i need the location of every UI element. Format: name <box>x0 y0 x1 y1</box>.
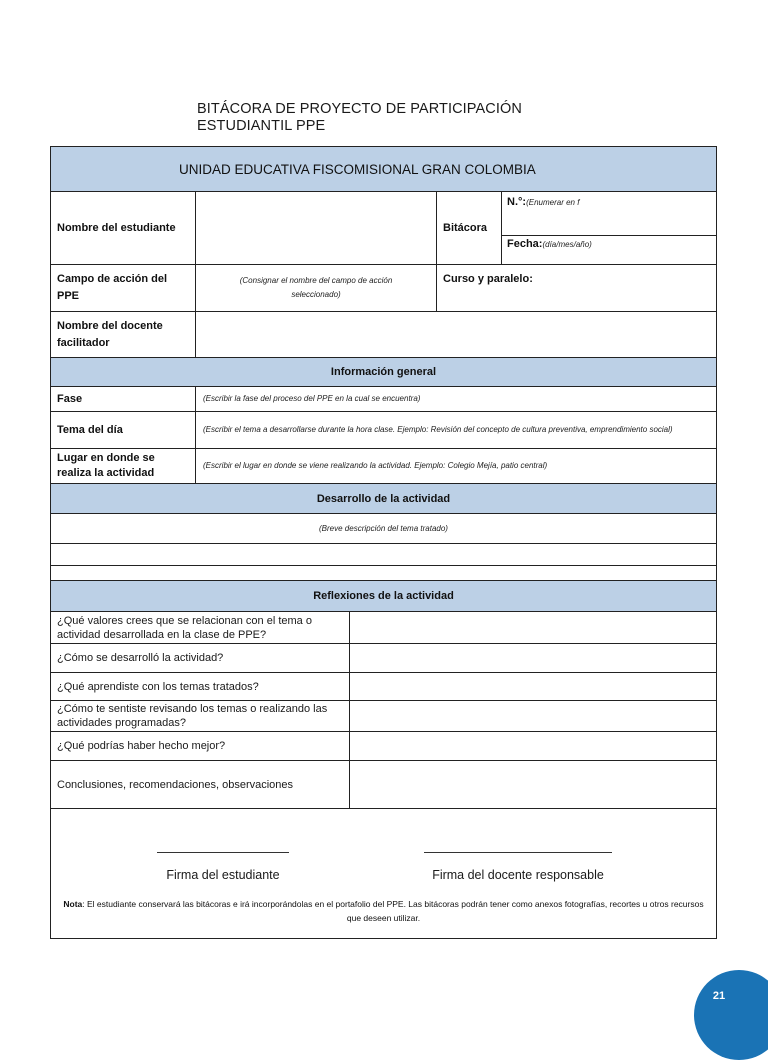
phase-label: Fase <box>57 392 83 405</box>
development-heading: Desarrollo de la actividad <box>316 492 451 505</box>
student-name-label-cell <box>50 191 196 265</box>
reflection-question: ¿Cómo se desarrolló la actividad? <box>57 652 224 664</box>
title-line-1: BITÁCORA DE PROYECTO DE PARTICIPACIÓN <box>197 101 522 117</box>
course-label: Curso y paralelo: <box>443 273 533 285</box>
note-label: Nota <box>63 899 83 909</box>
title-line-2: ESTUDIANTIL PPE <box>197 118 326 134</box>
reflection-answer-conclusions[interactable] <box>349 760 717 809</box>
reflection-answer-feelings[interactable] <box>349 700 717 732</box>
topic-label: Tema del día <box>57 423 123 436</box>
general-info-header <box>50 357 717 387</box>
topic-field[interactable] <box>195 411 717 449</box>
reflection-question-how <box>50 643 350 673</box>
page-number-badge <box>694 970 768 1060</box>
teacher-signature-line[interactable] <box>424 852 612 853</box>
student-name-label: Nombre del estudiante <box>57 221 176 234</box>
development-line-1[interactable] <box>50 543 717 566</box>
topic-label-cell <box>50 411 196 449</box>
student-signature-line[interactable] <box>157 852 289 853</box>
reflection-question-improve <box>50 731 350 761</box>
bitacora-label-cell <box>436 191 502 265</box>
footnote <box>60 897 707 925</box>
date-label: Fecha: <box>507 238 543 250</box>
reflection-question-feelings <box>50 700 350 732</box>
development-hint: (Breve descripción del tema tratado) <box>319 523 448 533</box>
reflection-question: ¿Qué podrías haber hecho mejor? <box>57 740 226 752</box>
teacher-label: Nombre del docente facilitador <box>57 319 163 349</box>
teacher-label-cell <box>50 311 196 358</box>
number-label: N.°: <box>507 196 527 208</box>
place-field[interactable] <box>195 448 717 484</box>
reflection-answer-values[interactable] <box>349 611 717 644</box>
reflections-header <box>50 580 717 612</box>
action-field-label-cell <box>50 264 196 312</box>
bitacora-date-field[interactable] <box>501 235 717 265</box>
reflection-answer-how[interactable] <box>349 643 717 673</box>
reflection-question: ¿Qué aprendiste con los temas tratados? <box>57 680 259 693</box>
phase-field[interactable] <box>195 386 717 412</box>
student-signature-label: Firma del estudiante <box>166 868 280 882</box>
note-text: : El estudiante conservará las bitácoras e irá incorporándolas en el portafolio del PPE. Las bitácoras podrán tener como anexos fotografías, recortes u otros recursos que deseen utilizar. <box>82 899 704 923</box>
document-title <box>197 101 617 135</box>
reflection-question: ¿Qué valores crees que se relacionan con el tema o actividad desarrollada en la clase de PPE? <box>57 614 312 641</box>
place-label-cell <box>50 448 196 484</box>
bitacora-number-field[interactable] <box>501 191 717 236</box>
reflection-question-values <box>50 611 350 644</box>
reflection-question: ¿Cómo te sentiste revisando los temas o realizando las actividades programadas? <box>57 703 328 729</box>
date-hint: (día/mes/año) <box>542 240 592 249</box>
teacher-name-field[interactable] <box>195 311 717 358</box>
action-field-label: Campo de acción del PPE <box>57 273 168 302</box>
action-field-hint: (Consignar el nombre del campo de acción seleccionado) <box>239 276 393 299</box>
phase-label-cell <box>50 386 196 412</box>
reflection-question: Conclusiones, recomendaciones, observaciones <box>57 778 294 791</box>
place-label: Lugar en donde se realiza la actividad <box>57 452 155 479</box>
reflection-question-learned <box>50 672 350 701</box>
development-line-2[interactable] <box>50 565 717 581</box>
development-header <box>50 483 717 514</box>
phase-hint: (Escribir la fase del proceso del PPE en la cual se encuentra) <box>203 394 421 403</box>
school-name: UNIDAD EDUCATIVA FISCOMISIONAL GRAN COLOMBIA <box>179 161 536 177</box>
development-description-field[interactable] <box>50 513 717 544</box>
student-name-field[interactable] <box>195 191 437 265</box>
general-info-heading: Información general <box>330 366 437 378</box>
reflection-question-conclusions <box>50 760 350 809</box>
teacher-signature-label: Firma del docente responsable <box>432 868 604 882</box>
number-hint: (Enumerar en f <box>526 198 580 207</box>
topic-hint: (Escribir el tema a desarrollarse durante la hora clase. Ejemplo: Revisión del concepto de cultura preventiva, emprendimiento social) <box>203 425 673 434</box>
course-field[interactable] <box>436 264 717 312</box>
reflection-answer-improve[interactable] <box>349 731 717 761</box>
reflection-answer-learned[interactable] <box>349 672 717 701</box>
page-number: 21 <box>712 990 726 1002</box>
reflections-heading: Reflexiones de la actividad <box>313 590 454 602</box>
place-hint: (Escribir el lugar en donde se viene realizando la actividad. Ejemplo: Colegio Mejía, patio central) <box>203 461 548 470</box>
bitacora-label: Bitácora <box>443 221 488 234</box>
school-header <box>50 146 717 192</box>
action-field-input[interactable] <box>195 264 437 312</box>
